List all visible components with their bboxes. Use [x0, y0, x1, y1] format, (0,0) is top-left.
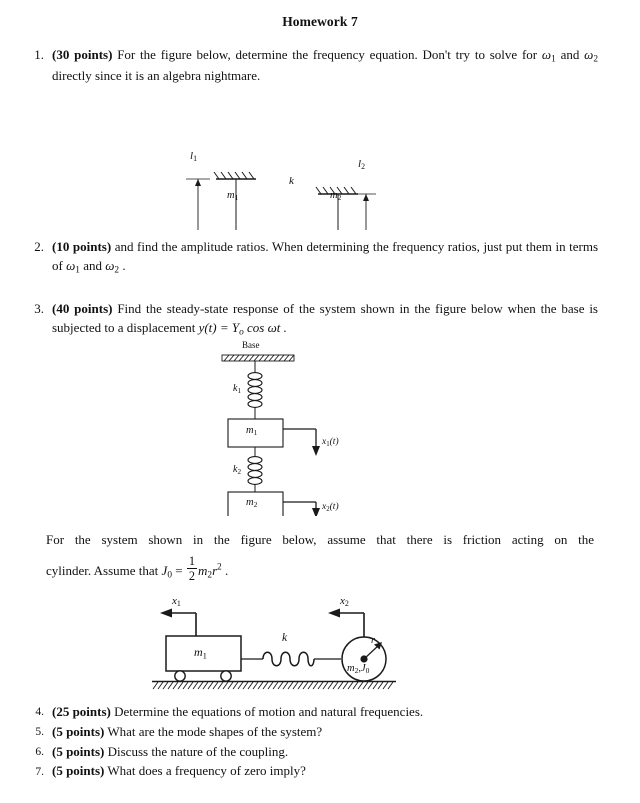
- problem-3-points: (40 points): [52, 301, 113, 317]
- figure-3-label-x1: $x_1$: [172, 594, 181, 609]
- figure-2-label-k1: $k_1$: [233, 383, 242, 396]
- problem-2-number: 2.: [34, 239, 44, 255]
- problem-5-body: [52, 723, 598, 742]
- figure-2-container: [0, 340, 640, 516]
- problem-5-number: 5.: [35, 726, 44, 739]
- problem-1-text-b: directly since it is an algebra nightmare.: [52, 68, 261, 84]
- figure-1-label-l1: $l_1$: [190, 150, 198, 164]
- problem-4: [26, 703, 598, 722]
- problem-1-conjunction: and: [555, 47, 585, 62]
- radius-symbol: r: [212, 562, 218, 578]
- displacement-equation: y(t) = Y: [198, 319, 240, 335]
- figure-2-label-k2: $k_2$: [233, 464, 242, 477]
- problem-5: [26, 723, 598, 742]
- problem-7-number: 7.: [35, 765, 44, 778]
- inertia-symbol: J: [161, 562, 168, 578]
- figure-3-label-x2: $x_2$: [340, 594, 349, 609]
- figure-2-label-m1: $m_1$: [246, 425, 258, 438]
- equals-sign: =: [172, 562, 186, 578]
- figure-2-label-x2: $x_2(t)$: [322, 502, 339, 513]
- problem-6-number: 6.: [35, 746, 44, 759]
- mass-symbol: m: [198, 562, 208, 578]
- omega-1-subscript: 1: [551, 54, 556, 65]
- omega-2-subscript: 2: [114, 265, 120, 276]
- figure-2-label-base: Base: [242, 340, 260, 351]
- problem-2-text-b: .: [119, 257, 126, 273]
- problem-6-body: [52, 743, 598, 762]
- problem-3: [0, 300, 640, 340]
- problem-1-number: 1.: [34, 47, 44, 62]
- figure-2-label-m2: $m_2$: [246, 497, 258, 510]
- problem-7-text: What does a frequency of zero imply?: [104, 763, 306, 779]
- problem-7-body: [52, 762, 598, 781]
- mass-subscript: 2: [207, 570, 213, 581]
- figure-2-label-x1: $x_1(t)$: [322, 437, 339, 448]
- problem-5-points: (5 points): [52, 723, 105, 739]
- problem-4-number: 4.: [35, 706, 44, 719]
- problem-1-body: [52, 46, 598, 86]
- figure-1-label-m1: $m_1$: [227, 190, 239, 203]
- problem-2-text-a: and find the amplitude ratios. When determining the frequency ratios, just put them in terms of: [52, 239, 598, 273]
- figure-3-label-k: k: [282, 631, 288, 644]
- document-page: [0, 14, 640, 803]
- friction-assumption-paragraph: [0, 528, 640, 585]
- friction-paragraph-line-1: For the system shown in the figure below, assume that there is friction acting on the: [46, 532, 594, 548]
- page-title: Homework 7: [282, 14, 358, 29]
- figure-3-container: [0, 593, 640, 699]
- problem-4-text: Determine the equations of motion and natural frequencies.: [110, 703, 424, 719]
- figure-1-label-l2: $l_2$: [358, 158, 366, 172]
- problem-3-body: [52, 300, 598, 340]
- figure-3-svg: [0, 593, 640, 699]
- figure-2-svg: [0, 344, 640, 516]
- one-half-fraction: [187, 555, 197, 583]
- displacement-equation-subscript: o: [239, 327, 244, 338]
- problem-2-points: (10 points): [52, 239, 112, 255]
- problem-3-text-a: Find the steady-state response of the system shown in the figure below when the base is subjected to a displacement: [52, 301, 598, 335]
- figure-3-label-r: r: [371, 634, 376, 646]
- final-problem-list: [0, 703, 640, 781]
- problem-2-conjunction: and: [79, 257, 106, 273]
- omega-1-symbol: ω: [66, 257, 76, 273]
- problem-4-body: [52, 703, 598, 722]
- problem-2-body: [52, 238, 598, 278]
- problem-6: [26, 743, 598, 762]
- omega-1-symbol: ω: [541, 47, 552, 62]
- problem-1: [0, 46, 640, 86]
- fraction-denominator: 2: [188, 569, 196, 584]
- radius-exponent: 2: [217, 561, 222, 572]
- figure-1-svg: [0, 90, 640, 230]
- period-mark: .: [221, 562, 229, 578]
- problem-7-points: (5 points): [52, 763, 105, 779]
- problem-2: [0, 238, 640, 278]
- friction-paragraph-line-2: cylinder. Assume that $J_0$ = $\frac{1}{2}$ $m_2r^2$ .: [46, 553, 229, 584]
- problem-5-text: What are the mode shapes of the system?: [104, 723, 323, 739]
- figure-1-container: [0, 90, 640, 230]
- problem-3-number: 3.: [34, 301, 44, 317]
- problem-6-text: Discuss the nature of the coupling.: [104, 743, 289, 759]
- problem-7: [26, 762, 598, 781]
- figure-1-label-m2: $m_2$: [330, 190, 342, 203]
- figure-1-label-k: k: [289, 175, 294, 188]
- omega-2-subscript: 2: [593, 54, 598, 65]
- problem-4-points: (25 points): [52, 703, 111, 719]
- fraction-numerator: 1: [188, 553, 196, 568]
- figure-3-label-m1: $m_1$: [194, 644, 207, 661]
- inertia-subscript: 0: [167, 570, 172, 581]
- problem-1-text-a: For the figure below, determine the frequency equation. Don't try to solve for: [112, 47, 542, 62]
- omega-2-symbol: ω: [584, 47, 594, 62]
- figure-3-label-m2-j0: $m_2,J_0$: [347, 662, 370, 676]
- problem-1-points: (30 points): [52, 47, 113, 62]
- displacement-equation-tail: cos ωt .: [243, 319, 287, 335]
- problem-6-points: (5 points): [52, 743, 105, 759]
- omega-2-symbol: ω: [105, 257, 115, 273]
- omega-1-subscript: 1: [75, 265, 80, 276]
